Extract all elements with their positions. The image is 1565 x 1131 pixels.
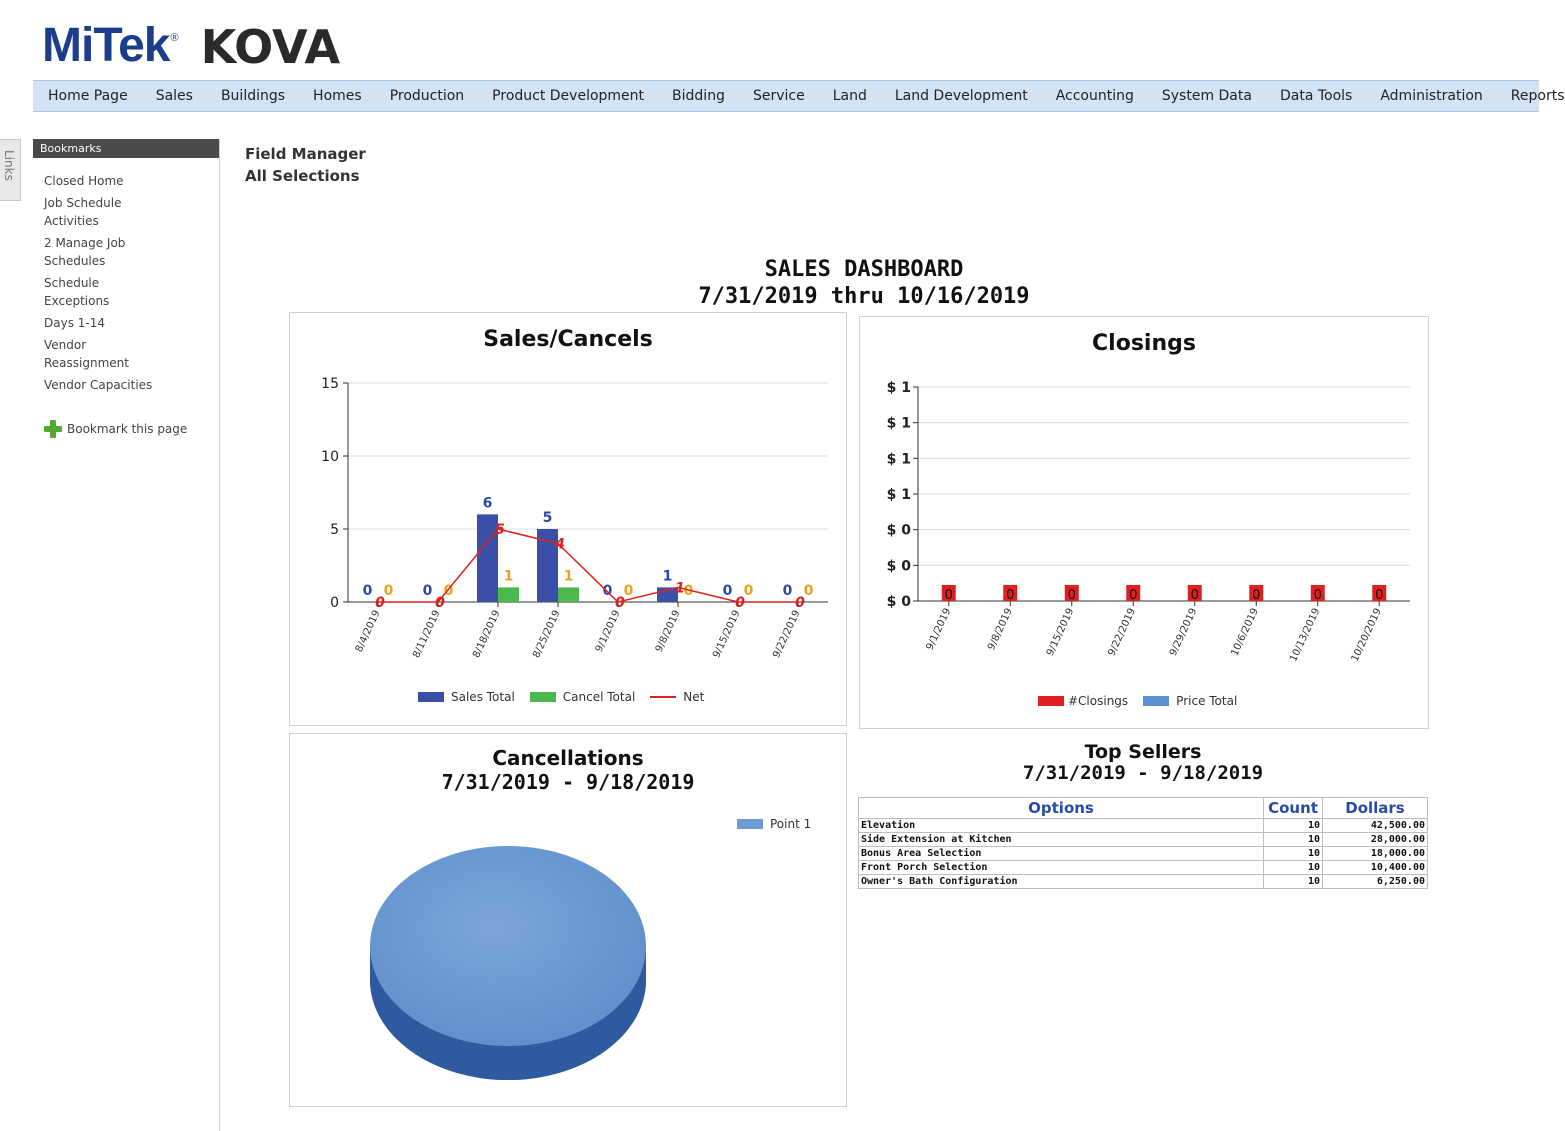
x-tick-label: 10/13/2019 (1288, 606, 1323, 664)
cell-option: Elevation (859, 819, 1264, 833)
closings-data-label: 0 (1313, 588, 1322, 603)
legend-cancel-total-label: Cancel Total (562, 690, 636, 704)
cancellations-legend (737, 817, 826, 831)
net-data-label: 4 (555, 536, 565, 553)
sales-data-label: 0 (422, 583, 433, 599)
nav-homes[interactable]: Homes (313, 88, 362, 104)
sales-data-label: 0 (362, 583, 373, 599)
legend-closings-label: #Closings (1068, 694, 1129, 708)
legend-net (650, 690, 704, 704)
page-header-line2: All Selections (245, 167, 360, 185)
links-tab[interactable] (0, 139, 21, 201)
bookmarks-list (33, 158, 219, 438)
nav-sales[interactable]: Sales (155, 88, 193, 104)
legend-sales-total-label: Sales Total (451, 690, 515, 704)
cancel-data-label: 0 (623, 583, 634, 599)
cell-option: Side Extension at Kitchen (859, 833, 1264, 847)
legend-swatch-closings (1038, 696, 1064, 706)
table-row (859, 847, 1428, 861)
bookmarks-sidebar (33, 139, 220, 1131)
cancel-data-label: 0 (683, 583, 694, 599)
cancel-bar (498, 587, 519, 602)
sales-data-label: 0 (782, 583, 793, 599)
bookmark-closed-home[interactable]: Closed Home (44, 174, 124, 188)
legend-closings (1038, 694, 1128, 708)
y-tick-label: $ 1 (886, 451, 911, 468)
legend-price-total-label: Price Total (1176, 694, 1238, 708)
cancellations-pie-chart (290, 734, 846, 1106)
cancel-data-label: 1 (563, 568, 574, 585)
col-options: Options (859, 798, 1264, 819)
links-tab-label: Links (2, 150, 16, 181)
cancel-data-label: 0 (803, 583, 814, 599)
bookmark-job-schedule-activities[interactable]: Job Schedule Activities (44, 196, 122, 228)
table-row (859, 861, 1428, 875)
nav-reports[interactable]: Reports (1510, 88, 1565, 104)
y-tick-label: $ 0 (886, 594, 911, 610)
y-tick-label: $ 0 (886, 522, 911, 539)
bookmark-schedule-exceptions[interactable]: Schedule Exceptions (44, 276, 110, 308)
sales-data-label: 0 (602, 583, 613, 599)
main-nav (33, 80, 1565, 112)
cancel-data-label: 1 (503, 568, 514, 585)
cell-count: 10 (1264, 819, 1323, 833)
logo-product: KOVA (200, 20, 341, 74)
closings-data-label: 0 (1375, 588, 1384, 603)
nav-land[interactable]: Land (832, 88, 867, 104)
net-data-label: 0 (795, 595, 805, 611)
legend-swatch-sales (418, 692, 444, 702)
legend-swatch-net (650, 696, 676, 698)
legend-price-total (1143, 694, 1237, 708)
y-tick-label: 0 (330, 595, 339, 611)
nav-system-data[interactable]: System Data (1161, 88, 1252, 104)
x-tick-label: 9/29/2019 (1167, 606, 1200, 658)
closings-title: Closings (1092, 331, 1196, 356)
x-tick-label: 8/18/2019 (471, 608, 503, 660)
closings-panel (859, 316, 1429, 729)
table-row (859, 833, 1428, 847)
cancel-data-label: 0 (443, 583, 454, 599)
y-tick-label: $ 1 (886, 380, 911, 396)
net-data-label: 0 (435, 595, 445, 611)
legend-net-label: Net (683, 690, 705, 704)
x-tick-label: 9/8/2019 (653, 608, 683, 654)
legend-sales-total (418, 690, 515, 704)
cell-dollars: 42,500.00 (1323, 819, 1428, 833)
cell-count: 10 (1264, 847, 1323, 861)
closings-legend (1038, 694, 1252, 708)
bookmark-days-1-14[interactable]: Days 1-14 (44, 316, 105, 330)
dashboard-title (560, 256, 1168, 310)
closings-data-label: 0 (1006, 588, 1015, 603)
net-data-label: 0 (735, 595, 745, 611)
nav-product-development[interactable]: Product Development (492, 88, 645, 104)
x-tick-label: 8/11/2019 (411, 608, 443, 660)
cell-option: Front Porch Selection (859, 861, 1264, 875)
nav-bidding[interactable]: Bidding (672, 88, 725, 104)
net-data-label: 0 (615, 595, 625, 611)
legend-swatch-cancel (530, 692, 556, 702)
y-tick-label: $ 1 (886, 415, 911, 432)
sales-data-label: 1 (662, 568, 673, 585)
nav-administration[interactable]: Administration (1380, 88, 1483, 104)
bookmark-manage-job-schedules[interactable]: 2 Manage Job Schedules (44, 236, 126, 268)
nav-accounting[interactable]: Accounting (1055, 88, 1134, 104)
cell-dollars: 18,000.00 (1323, 847, 1428, 861)
legend-swatch-price (1143, 696, 1169, 706)
cell-count: 10 (1264, 861, 1323, 875)
top-sellers-title (858, 742, 1428, 784)
y-tick-label: $ 0 (886, 558, 911, 575)
bookmarks-header: Bookmarks (33, 139, 219, 158)
top-sellers-table (858, 797, 1428, 889)
sales-cancels-panel (289, 312, 847, 726)
cell-dollars: 10,400.00 (1323, 861, 1428, 875)
closings-data-label: 0 (1067, 588, 1076, 603)
cell-count: 10 (1264, 875, 1323, 889)
col-count: Count (1264, 798, 1323, 819)
bookmark-vendor-capacities[interactable]: Vendor Capacities (44, 378, 153, 392)
table-row (859, 875, 1428, 889)
page-header (245, 143, 366, 187)
col-dollars: Dollars (1323, 798, 1428, 819)
sales-cancels-title: Sales/Cancels (483, 327, 653, 352)
table-header-row (859, 798, 1428, 819)
nav-land-development[interactable]: Land Development (894, 88, 1028, 104)
x-tick-label: 9/15/2019 (711, 608, 743, 660)
legend-point-1-label: Point 1 (770, 817, 812, 831)
x-tick-label: 10/20/2019 (1349, 606, 1384, 664)
cell-dollars: 28,000.00 (1323, 833, 1428, 847)
closings-data-label: 0 (1190, 588, 1199, 603)
nav-data-tools[interactable]: Data Tools (1279, 88, 1353, 104)
sales-data-label: 6 (482, 495, 493, 512)
table-row (859, 819, 1428, 833)
x-tick-label: 10/6/2019 (1229, 606, 1261, 658)
sales-data-label: 0 (722, 583, 733, 599)
closings-data-label: 0 (1252, 588, 1261, 603)
dashboard-title-text: SALES DASHBOARD (764, 257, 964, 282)
cancel-data-label: 0 (383, 583, 394, 599)
logo (42, 14, 341, 74)
legend-swatch-point-1 (737, 819, 763, 829)
net-data-label: 1 (675, 580, 685, 597)
cancel-data-label: 0 (743, 583, 754, 599)
nav-service[interactable]: Service (752, 88, 805, 104)
y-tick-label: $ 1 (886, 487, 911, 503)
net-data-label: 0 (375, 595, 385, 611)
nav-buildings[interactable]: Buildings (220, 88, 286, 104)
cancel-bar (558, 587, 579, 602)
cancellations-panel (289, 733, 847, 1107)
cell-dollars: 6,250.00 (1323, 875, 1428, 889)
net-line (378, 529, 798, 602)
x-tick-label: 9/22/2019 (1106, 606, 1138, 658)
cancellations-title-text: Cancellations (492, 746, 644, 770)
cell-option: Owner's Bath Configuration (859, 875, 1264, 889)
logo-brand: MiTek (42, 19, 170, 72)
plus-icon (44, 420, 62, 438)
sales-cancels-legend (418, 690, 719, 704)
bookmark-this-page-link[interactable] (44, 420, 219, 438)
y-tick-label: 5 (330, 522, 339, 538)
x-tick-label: 9/8/2019 (986, 606, 1015, 652)
top-sellers-date-range: 7/31/2019 - 9/18/2019 (1022, 762, 1264, 784)
sales-data-label: 5 (542, 510, 553, 526)
pie-slice-point-1 (370, 846, 646, 1046)
x-tick-label: 8/25/2019 (531, 608, 563, 660)
x-tick-label: 9/15/2019 (1044, 606, 1077, 658)
closings-data-label: 0 (1129, 588, 1138, 603)
x-tick-label: 8/4/2019 (353, 608, 383, 654)
y-tick-label: 15 (321, 376, 339, 392)
nav-home-page[interactable]: Home Page (48, 88, 128, 104)
y-tick-label: 10 (321, 449, 339, 465)
bookmark-vendor-reassignment[interactable]: Vendor Reassignment (44, 338, 129, 370)
cancellations-date-range: 7/31/2019 - 9/18/2019 (441, 770, 695, 794)
nav-production[interactable]: Production (389, 88, 465, 104)
cell-option: Bonus Area Selection (859, 847, 1264, 861)
closings-chart (860, 317, 1428, 728)
sales-cancels-chart (290, 313, 846, 725)
closings-data-label: 0 (944, 588, 953, 603)
logo-reg-mark: ® (170, 32, 179, 44)
dashboard-date-range: 7/31/2019 thru 10/16/2019 (698, 284, 1030, 309)
x-tick-label: 9/1/2019 (924, 606, 954, 652)
x-tick-label: 9/1/2019 (593, 608, 623, 654)
top-sellers-title-text: Top Sellers (1084, 741, 1202, 763)
legend-cancel-total (530, 690, 636, 704)
cell-count: 10 (1264, 833, 1323, 847)
bookmark-this-page-label: Bookmark this page (67, 422, 188, 436)
legend-point-1 (737, 817, 811, 831)
page-header-line1: Field Manager (245, 145, 366, 163)
net-data-label: 5 (495, 522, 505, 538)
x-tick-label: 9/22/2019 (771, 608, 803, 660)
